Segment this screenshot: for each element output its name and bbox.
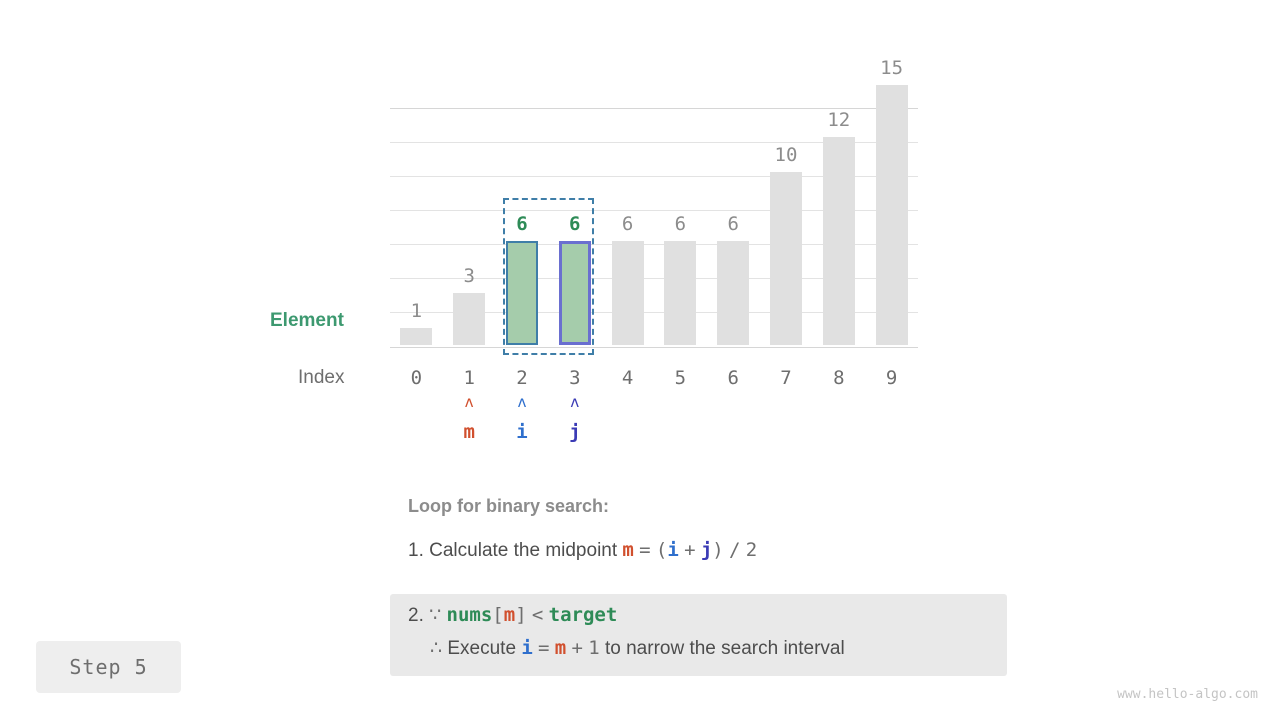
bar-slot bbox=[601, 85, 654, 345]
index-cell: 7 bbox=[780, 367, 792, 389]
bar-value-label: 6 bbox=[569, 213, 581, 235]
step2-plus: + bbox=[571, 637, 583, 659]
step2-bracket-close: ] bbox=[515, 604, 527, 626]
step2-bracket-open: [ bbox=[492, 604, 504, 626]
step2-tail: to narrow the search interval bbox=[604, 638, 845, 659]
bar-chart bbox=[390, 57, 918, 360]
index-cell: 8 bbox=[833, 367, 845, 389]
step1-i: i bbox=[667, 539, 679, 561]
index-axis-label: Index bbox=[298, 367, 345, 388]
step1-paren-close: ) bbox=[712, 539, 724, 561]
bar-value-label: 1 bbox=[410, 299, 423, 322]
therefore-symbol: ∴ bbox=[430, 638, 443, 659]
bar-slot bbox=[654, 85, 707, 345]
index-cell: 0 bbox=[410, 367, 423, 389]
bar-value-label: 12 bbox=[827, 109, 851, 131]
pointer-caret-i: ʌ bbox=[517, 393, 527, 411]
caption-title: Loop for binary search: bbox=[408, 496, 610, 516]
caption-step-2-box bbox=[390, 594, 1007, 676]
step2-m: m bbox=[503, 604, 516, 626]
bar-slot bbox=[443, 85, 496, 345]
index-cell: 9 bbox=[885, 367, 898, 389]
pointer-row bbox=[390, 393, 918, 453]
element-axis-label: Element bbox=[270, 310, 344, 331]
pointer-caret-j: ʌ bbox=[570, 393, 580, 411]
bar bbox=[770, 172, 802, 345]
step1-slash: / bbox=[729, 539, 741, 561]
step1-paren-open: ( bbox=[655, 539, 668, 561]
bar-slot bbox=[390, 85, 443, 345]
pointer-label-i: i bbox=[516, 421, 528, 443]
bar-slot bbox=[812, 85, 865, 345]
step1-m: m bbox=[622, 539, 634, 561]
step1-equals: = bbox=[639, 539, 651, 561]
step2-equals: = bbox=[538, 637, 550, 659]
bar bbox=[823, 137, 855, 345]
step1-j: j bbox=[700, 539, 713, 561]
step1-text: Calculate the midpoint bbox=[429, 540, 618, 561]
pointer-label-m: m bbox=[463, 421, 475, 443]
index-cell: 6 bbox=[727, 367, 739, 389]
bar-slot bbox=[707, 85, 760, 345]
bar-value-label: 3 bbox=[463, 265, 475, 287]
search-interval-box bbox=[503, 198, 595, 355]
bar bbox=[876, 85, 908, 345]
bar-value-label: 6 bbox=[727, 213, 739, 235]
index-cell: 1 bbox=[463, 367, 475, 389]
step2-less-than: < bbox=[531, 604, 544, 626]
step2-number: 2. bbox=[408, 605, 424, 626]
step1-plus: + bbox=[684, 539, 696, 561]
index-cell: 5 bbox=[674, 367, 687, 389]
step2-nums: nums bbox=[446, 604, 493, 626]
bar-value-label: 6 bbox=[674, 213, 687, 235]
bar-series bbox=[390, 57, 918, 345]
caption-step-2-line-1 bbox=[408, 604, 998, 627]
caption-block bbox=[408, 496, 1008, 562]
bar bbox=[717, 241, 749, 345]
index-cell: 4 bbox=[621, 367, 634, 389]
bar-value-label: 15 bbox=[880, 57, 904, 79]
bar bbox=[612, 241, 644, 345]
bar bbox=[400, 328, 432, 345]
bar-slot bbox=[865, 57, 918, 345]
step2-m2: m bbox=[554, 637, 567, 659]
watermark: www.hello-algo.com bbox=[1117, 687, 1258, 702]
caption-step-2-line-2 bbox=[408, 637, 998, 660]
step2-target: target bbox=[548, 604, 618, 626]
pointer-label-j: j bbox=[569, 421, 581, 443]
step2-i: i bbox=[521, 637, 533, 659]
bar-value-label: 10 bbox=[774, 143, 798, 166]
index-cell: 3 bbox=[569, 367, 581, 389]
because-symbol: ∵ bbox=[429, 605, 442, 626]
bar bbox=[664, 241, 696, 345]
x-axis-line bbox=[390, 347, 918, 348]
caption-step-1 bbox=[408, 539, 1008, 562]
step1-two: 2 bbox=[745, 539, 758, 561]
pointer-caret-m: ʌ bbox=[464, 393, 474, 411]
step2-execute: Execute bbox=[447, 638, 517, 659]
bar-value-label: 6 bbox=[621, 213, 634, 235]
bar bbox=[453, 293, 485, 345]
step-badge: Step 5 bbox=[36, 641, 181, 693]
index-cell: 2 bbox=[516, 367, 528, 389]
index-row bbox=[390, 367, 918, 393]
bar-slot bbox=[760, 85, 813, 345]
step2-one: 1 bbox=[588, 637, 600, 659]
step1-number: 1. bbox=[408, 540, 424, 561]
bar-value-label: 6 bbox=[516, 213, 528, 235]
